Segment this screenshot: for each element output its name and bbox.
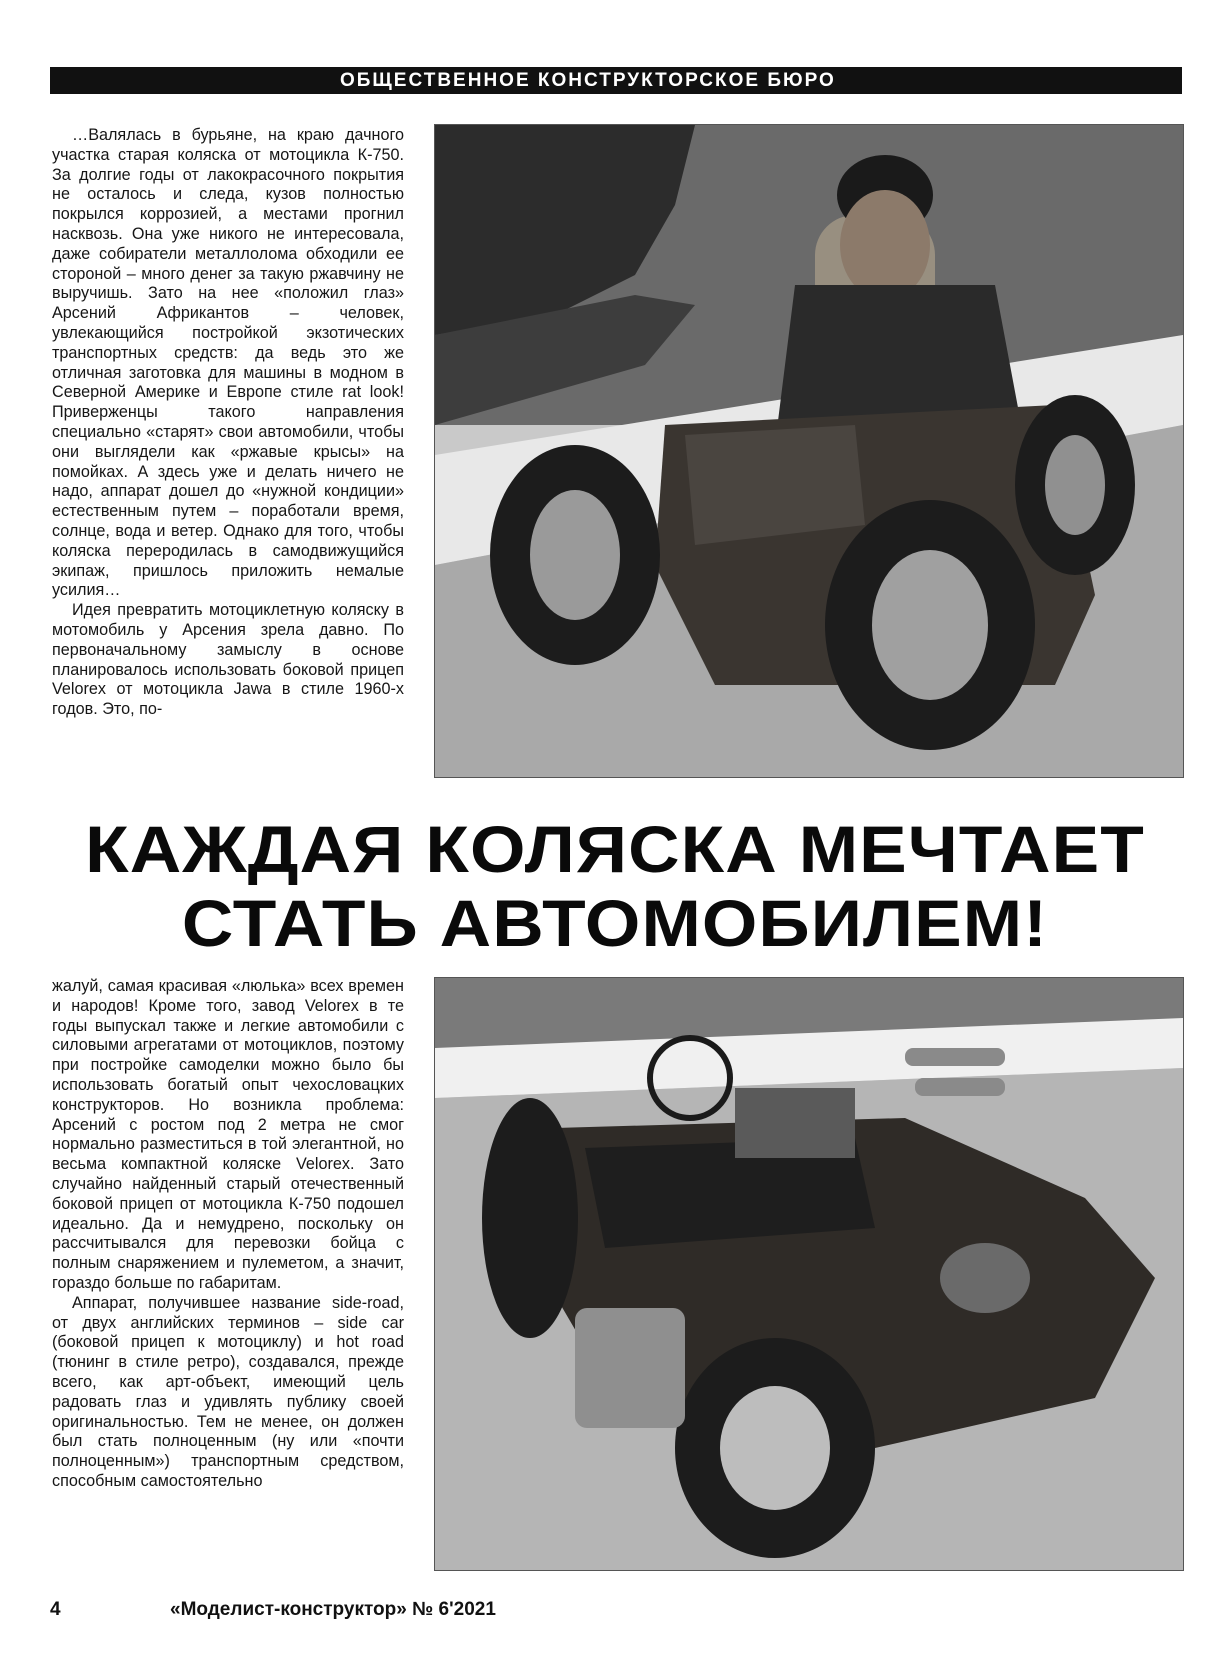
headline-line-1: КАЖДАЯ КОЛЯСКА МЕЧТАЕТ	[85, 812, 1145, 886]
page-number: 4	[50, 1599, 61, 1620]
article-paragraph: …Валялась в бурьяне, на краю дачного участка старая коляска от мотоцикла К-750. За долгие годы от лакокрасочного покрытия не осталось и следа, кузов полностью покрылся коррозией, а местами прогнил насквозь. Она уже никого не интересовала, даже собиратели металлолома обходили ее стороной – много денег за такую ржавчину не выручишь. Зато на нее «положил глаз» Арсений Африкантов – человек, увлекающийся постройкой экзотических транспортных средств: да ведь это же отличная заготовка для машины в модном в Северной Америке и Европе стиле rat look! Приверженцы такого направления специально «старят» свои автомобили, чтобы они выглядели как «ржавые крысы» на помойках. А здесь уже и делать ничего не надо, аппарат дошел до «нужной кондиции» естественным путем – поработали время, солнце, вода и ветер. Однако для того, чтобы коляска переродилась в самодвижущийся экипаж, пришлось приложить немалые усилия…	[52, 126, 404, 600]
photo-car-rear-view	[434, 977, 1184, 1571]
article-headline	[0, 812, 1223, 960]
article-paragraph: Аппарат, получившее название side-road, от двух английских терминов – side car (боковой прицеп к мотоциклу) и hot road (тюнинг в стиле ретро), создавался, прежде всего, как арт-объект, имеющий цель радовать глаз и удивлять публику своей оригинальностью. Тем не менее, он должен был стать полноценным (ну или «почти полноценным») транспортным средством, способным самостоятельно	[52, 1293, 404, 1490]
photo-driver-in-car	[434, 124, 1184, 778]
section-header-bar	[50, 67, 1182, 94]
article-column-top	[52, 126, 404, 720]
article-paragraph: Идея превратить мотоциклетную коляску в мотомобиль у Арсения зрела давно. По первоначальному замыслу в основе планировалось использовать боковой прицеп Velorex от мотоцикла Jawa в стиле 1960-х годов. Это, по-	[52, 601, 404, 719]
article-paragraph: жалуй, самая красивая «люлька» всех времен и народов! Кроме того, завод Velorex в те годы выпускал также и легкие автомобили с силовыми агрегатами от мотоциклов, поэтому при постройке самоделки можно было бы использовать богатый опыт чехословацких конструкторов. Но возникла проблема: Арсений с ростом под 2 метра не смог нормально разместиться в той элегантной, но весьма компактной коляске Velorex. Зато случайно найденный старый отечественный боковой прицеп от мотоцикла К-750 подошел идеально. Да и немудрено, поскольку он рассчитывался для перевозки бойца с полным снаряжением и пулеметом, а значит, гораздо больше по габаритам.	[52, 977, 404, 1292]
magazine-issue: «Моделист-конструктор» № 6'2021	[170, 1599, 496, 1620]
page-footer	[0, 1599, 1223, 1629]
section-title: ОБЩЕСТВЕННОЕ КОНСТРУКТОРСКОЕ БЮРО	[340, 70, 836, 91]
headline-line-2: СТАТЬ АВТОМОБИЛЕМ!	[181, 886, 1049, 960]
article-column-bottom	[52, 977, 404, 1492]
